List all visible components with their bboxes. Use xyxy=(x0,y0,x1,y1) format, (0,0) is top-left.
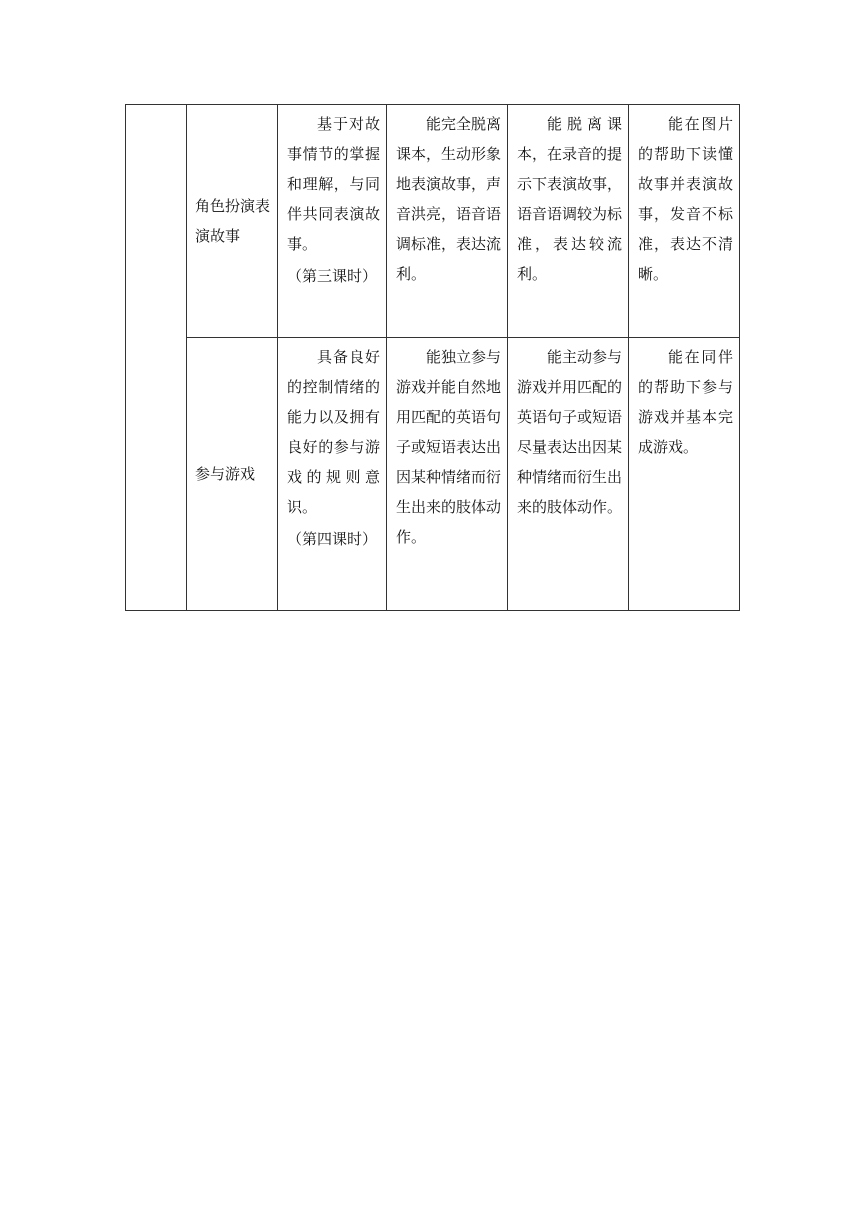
goal-cell xyxy=(278,338,387,611)
goal-cell xyxy=(278,105,387,338)
good-text: 能脱离课本，在录音的提示下表演故事，语音语调较为标准，表达较流利。 xyxy=(517,115,623,283)
goal-text: 基于对故事情节的掌握和理解，与同伴共同表演故事。 xyxy=(287,115,380,253)
blank-merged-cell xyxy=(126,105,187,611)
good-text: 能主动参与游戏并用匹配的英语句子或短语尽量表达出因某种情绪而衍生出来的肢体动作。 xyxy=(517,348,623,516)
goal-text: 具备良好的控制情绪的能力以及拥有良好的参与游戏的规则意识。 xyxy=(287,348,380,516)
activity-cell xyxy=(187,105,278,338)
pass-cell xyxy=(629,105,740,338)
activity-cell xyxy=(187,338,278,611)
lesson-label: （第三课时） xyxy=(287,267,378,285)
lesson-label: （第四课时） xyxy=(287,530,378,548)
activity-name: 角色扮演表演故事 xyxy=(195,197,271,245)
table-row xyxy=(126,105,740,338)
table-row xyxy=(126,338,740,611)
activity-name: 参与游戏 xyxy=(195,465,256,483)
pass-cell xyxy=(629,338,740,611)
pass-text: 能在图片的帮助下读懂故事并表演故事，发音不标准，表达不清晰。 xyxy=(638,115,733,283)
evaluation-table xyxy=(125,104,740,611)
excellent-text: 能独立参与游戏并能自然地用匹配的英语句子或短语表达出因某种情绪而衍生出来的肢体动作。 xyxy=(396,348,502,546)
excellent-cell xyxy=(387,338,508,611)
excellent-cell xyxy=(387,105,508,338)
excellent-text: 能完全脱离课本，生动形象地表演故事，声音洪亮，语音语调标准，表达流利。 xyxy=(396,115,502,283)
good-cell xyxy=(508,105,629,338)
pass-text: 能在同伴的帮助下参与游戏并基本完成游戏。 xyxy=(638,348,733,456)
good-cell xyxy=(508,338,629,611)
